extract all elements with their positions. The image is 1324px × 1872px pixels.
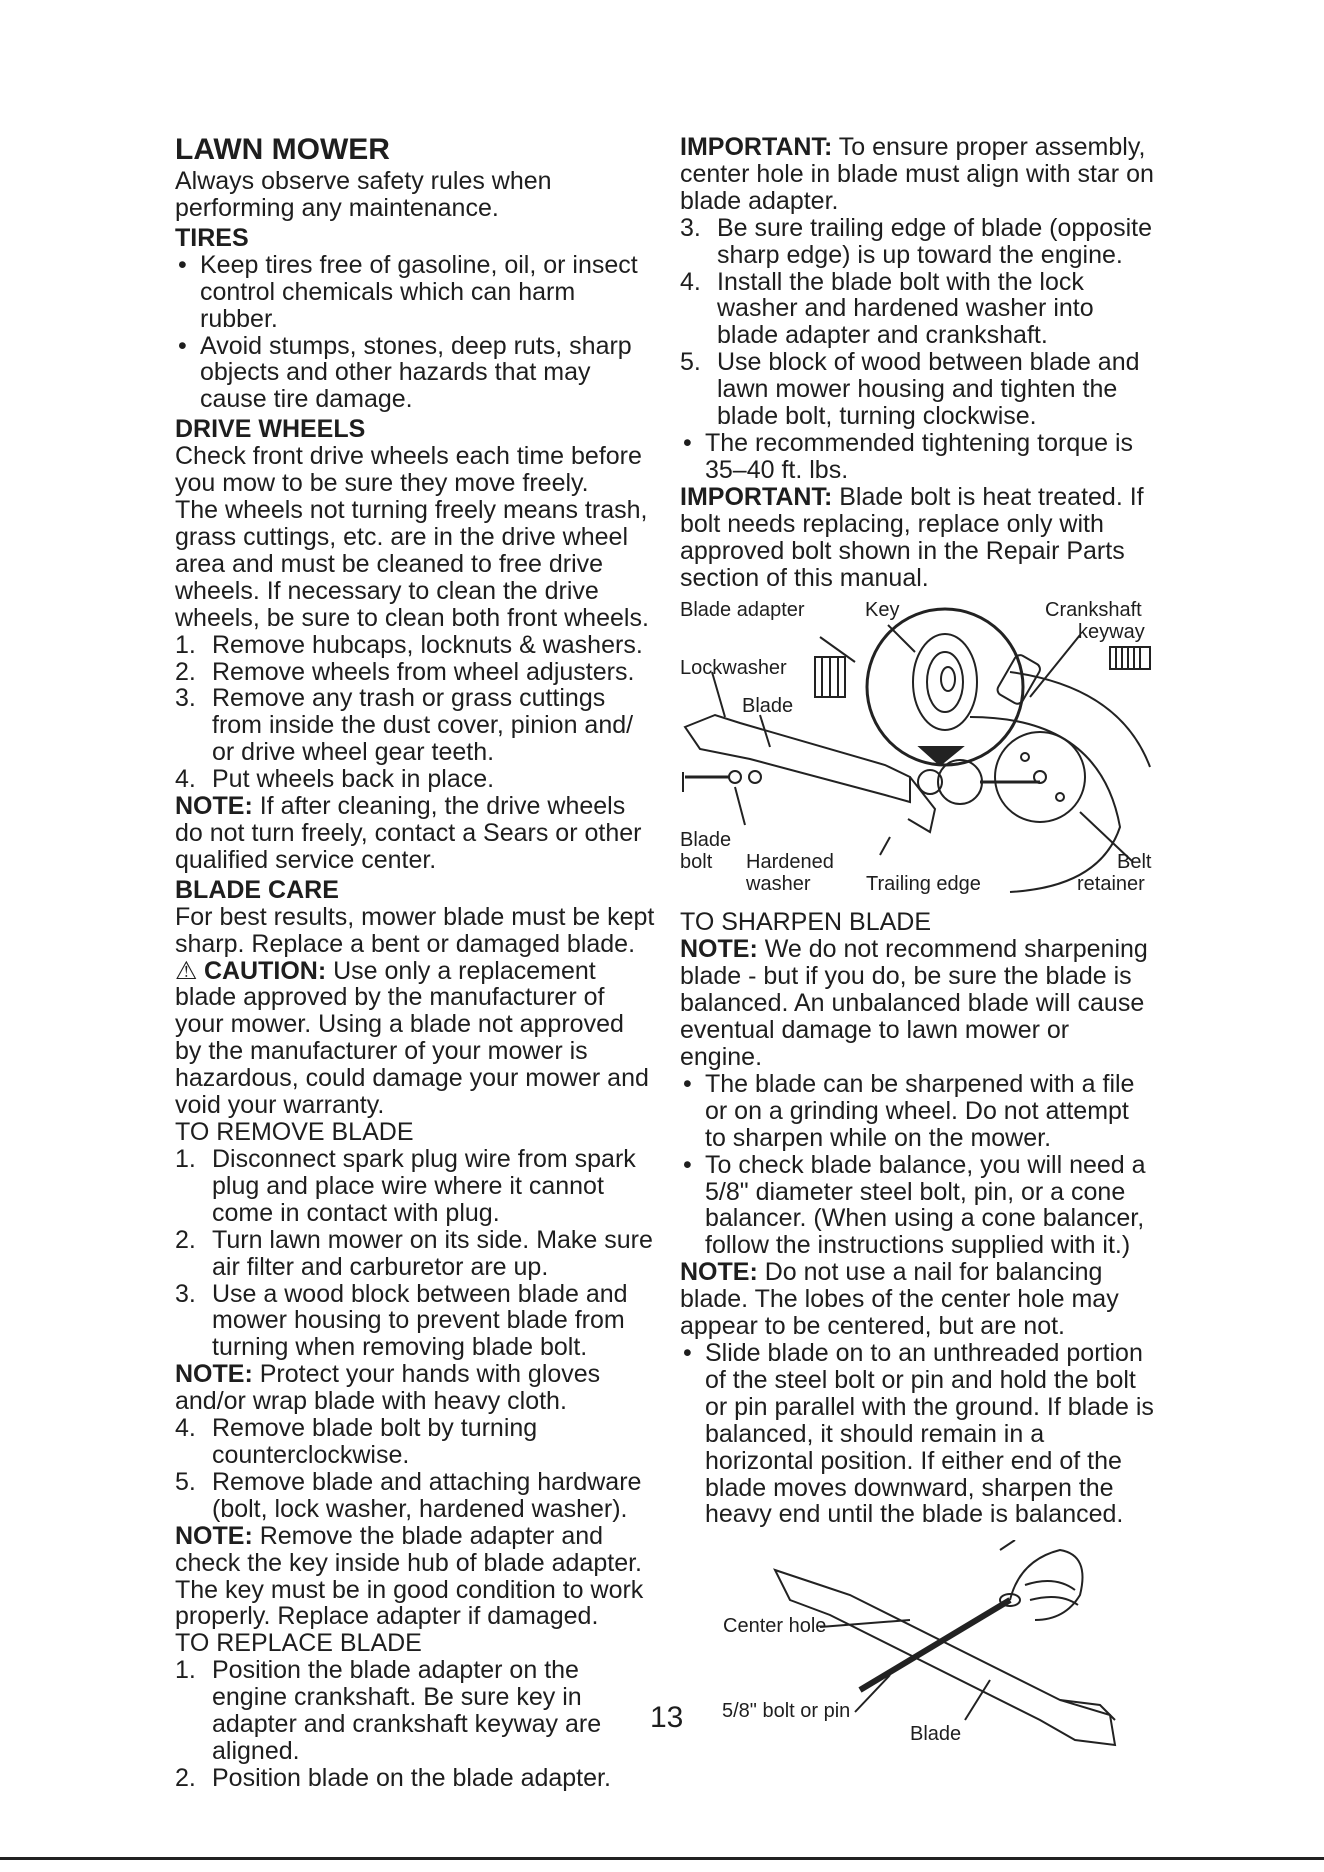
remove-note: NOTE: Protect your hands with gloves and/or wrap blade with heavy cloth. bbox=[175, 1360, 601, 1416]
list-item: 5. Remove blade and attaching hardware (bolt, lock washer, hardened washer). bbox=[175, 1467, 642, 1523]
warning-triangle-icon: ⚠ bbox=[175, 956, 198, 985]
list-item: • The recommended tightening torque is 35–40 ft. lbs. bbox=[683, 428, 1134, 484]
drive-wheels-p2: The wheels not turning freely means trash, grass cuttings, etc. are in the drive wheel area and must be cleaned to free drive wheels. If necessary to clean the drive wheels, be sure to clean both front wheels. bbox=[175, 496, 649, 632]
label-bolt-or-pin: 5/8" bolt or pin bbox=[722, 1700, 851, 1723]
list-item: 1. Position the blade adapter on the engine crankshaft. Be sure key in adapter and crankshaft keyway are aligned. bbox=[175, 1656, 602, 1766]
label-belt-retainer-2: retainer bbox=[1077, 873, 1145, 896]
heading-drive-wheels: DRIVE WHEELS bbox=[175, 415, 366, 444]
sharpen-note: NOTE: We do not recommend sharpening blade - but if you do, be sure the blade is balanced. An unbalanced blade will cause eventual damage to lawn mower or engine. bbox=[680, 935, 1148, 1072]
replace-steps bbox=[175, 1657, 655, 1792]
label-trailing-edge: Trailing edge bbox=[866, 873, 981, 896]
blade-care-p1: For best results, mower blade must be kept sharp. Replace a bent or damaged blade. bbox=[175, 902, 655, 958]
blade-assembly-figure bbox=[680, 597, 1155, 909]
list-item: 5. Use block of wood between blade and lawn mower housing and tighten the blade bolt, turning clockwise. bbox=[680, 348, 1140, 431]
list-item: • Avoid stumps, stones, deep ruts, sharp objects and other hazards that may cause tire damage. bbox=[178, 331, 632, 414]
label-key: Key bbox=[865, 599, 900, 622]
sharpen-bullets-b bbox=[680, 1340, 1155, 1528]
list-item: 4. Remove blade bolt by turning counterclockwise. bbox=[175, 1414, 538, 1469]
label-crankshaft: Crankshaft bbox=[1045, 599, 1142, 622]
bottom-divider bbox=[0, 1857, 1324, 1860]
list-item: • Slide blade on to an unthreaded portion of the steel bolt or pin and hold the bolt or pin parallel with the ground. If blade is balanced, it should remain in a horizontal position. If either end of the blade moves downward, sharpen the heavy end until the blade is balanced. bbox=[683, 1339, 1154, 1529]
list-item: 4. Install the blade bolt with the lock washer and hardened washer into blade adapter and crankshaft. bbox=[680, 267, 1094, 350]
important-assembly: IMPORTANT: To ensure proper assembly, center hole in blade must align with star on blade adapter. bbox=[680, 133, 1154, 215]
drive-wheels-steps bbox=[175, 632, 655, 793]
important-bolt: IMPORTANT: Blade bolt is heat treated. If bolt needs replacing, replace only with approved bolt shown in the Repair Parts section of this manual. bbox=[680, 482, 1144, 592]
label-hardened-washer-2: washer bbox=[746, 873, 811, 896]
label-blade-bolt: Blade bbox=[680, 829, 732, 852]
list-item: • The blade can be sharpened with a file or on a grinding wheel. Do not attempt to sharpen while on the mower. bbox=[683, 1069, 1135, 1152]
replace-steps-continued bbox=[680, 215, 1155, 430]
heading-replace-blade: TO REPLACE BLADE bbox=[175, 1629, 422, 1658]
list-item: 2. Position blade on the blade adapter. bbox=[175, 1763, 611, 1792]
list-item: 1. Remove hubcaps, locknuts & washers. bbox=[175, 630, 643, 659]
list-item: 4. Put wheels back in place. bbox=[175, 765, 495, 794]
list-item: 3. Be sure trailing edge of blade (opposite sharp edge) is up toward the engine. bbox=[680, 213, 1153, 269]
adapter-note: NOTE: Remove the blade adapter and check the key inside hub of blade adapter. The key must be in good condition to work properly. Replace adapter if damaged. bbox=[175, 1521, 644, 1631]
list-item: 1. Disconnect spark plug wire from spark plug and place wire where it cannot come in contact with plug. bbox=[175, 1145, 636, 1227]
torque-bullet-list bbox=[680, 430, 1155, 484]
drive-wheels-note: NOTE: If after cleaning, the drive wheels do not turn freely, contact a Sears or other qualified service center. bbox=[175, 792, 642, 874]
drive-wheels-p1: Check front drive wheels each time before you mow to be sure they move freely. bbox=[175, 442, 642, 498]
list-item: 3. Remove any trash or grass cuttings from inside the dust cover, pinion and/ or drive wheel gear teeth. bbox=[175, 684, 634, 767]
label-blade-adapter: Blade adapter bbox=[680, 599, 805, 622]
blade-balance-figure bbox=[680, 1540, 1155, 1765]
label-hardened-washer: Hardened bbox=[746, 851, 834, 874]
list-item: • To check blade balance, you will need a 5/8" diameter steel bolt, pin, or a cone balancer. (When using a cone balancer, follow the instructions supplied with it.) bbox=[683, 1150, 1146, 1260]
caution-paragraph: ⚠ CAUTION: Use only a replacement blade approved by the manufacturer of your mower. Using a blade not approved by the manufacturer of your mower is hazardous, could damage your mower and void your warranty. bbox=[175, 956, 649, 1120]
sharpen-bullets-a bbox=[680, 1071, 1155, 1259]
right-column bbox=[680, 130, 1155, 1765]
remove-steps-a bbox=[175, 1146, 655, 1361]
label-lockwasher: Lockwasher bbox=[680, 657, 787, 680]
label-blade-bolt-2: bolt bbox=[680, 851, 713, 874]
remove-steps-b bbox=[175, 1415, 655, 1523]
section-title-lawn-mower: LAWN MOWER bbox=[175, 133, 390, 166]
label-belt-retainer: Belt bbox=[1117, 851, 1152, 874]
heading-tires: TIRES bbox=[175, 223, 249, 252]
page-number: 13 bbox=[650, 1701, 684, 1734]
list-item: 2. Remove wheels from wheel adjusters. bbox=[175, 657, 635, 686]
tires-bullets bbox=[175, 252, 655, 413]
heading-sharpen-blade: TO SHARPEN BLADE bbox=[680, 908, 932, 937]
list-item: 2. Turn lawn mower on its side. Make sure air filter and carburetor are up. bbox=[175, 1225, 653, 1281]
label-blade: Blade bbox=[742, 695, 794, 718]
list-item: 3. Use a wood block between blade and mower housing to prevent blade from turning when removing blade bolt. bbox=[175, 1279, 628, 1362]
intro-text: Always observe safety rules when performing any maintenance. bbox=[175, 167, 552, 222]
label-center-hole: Center hole bbox=[723, 1615, 827, 1638]
heading-remove-blade: TO REMOVE BLADE bbox=[175, 1118, 414, 1146]
list-item: • Keep tires free of gasoline, oil, or insect control chemicals which can harm rubber. bbox=[178, 250, 638, 333]
nail-note: NOTE: Do not use a nail for balancing blade. The lobes of the center hole may appear to be centered, but are not. bbox=[680, 1258, 1119, 1341]
label-blade: Blade bbox=[910, 1723, 962, 1746]
left-column bbox=[175, 130, 655, 1792]
heading-blade-care: BLADE CARE bbox=[175, 875, 339, 904]
label-keyway: keyway bbox=[1078, 621, 1145, 644]
